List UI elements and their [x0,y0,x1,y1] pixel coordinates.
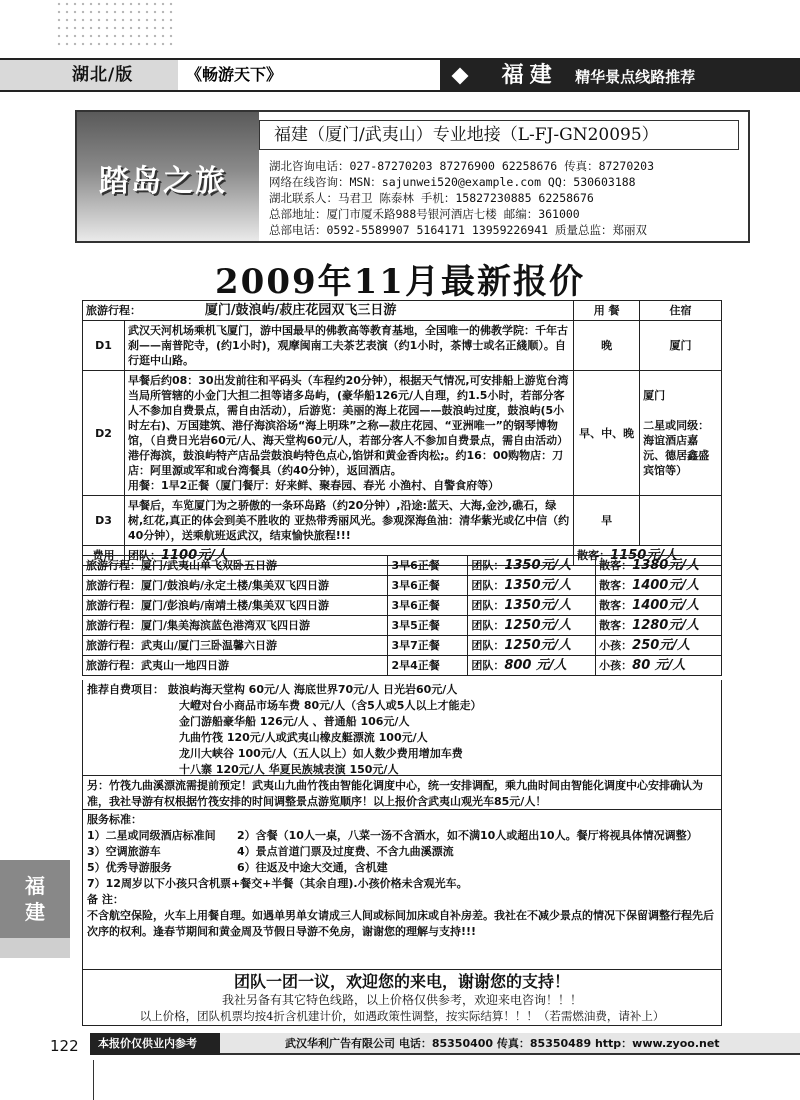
route-row [83,556,722,576]
day-label: D3 [83,496,125,546]
route-meals: 3早6正餐 [388,596,468,616]
route-name: 旅游行程：武夷山一地四日游 [83,656,388,676]
route-indiv [596,636,722,656]
route-group [468,556,596,576]
day-meal: 早 [574,496,640,546]
footer-contact: 武汉华利广告有限公司 电话：85350400 传真：85350489 http：www.zyoo.net [285,1037,720,1050]
routes-table [82,555,722,676]
route-indiv-label: 散客： [599,579,633,592]
route-indiv-label: 小孩： [599,639,633,652]
remark-title: 备 注： [87,893,124,906]
column-title: 《畅游天下》 [186,65,283,84]
indiv-label: 散客： [577,549,611,562]
footer-disclaimer: 本报价仅供业内参考 [90,1033,220,1055]
route-group [468,636,596,656]
decorative-dot-pattern [55,0,175,48]
booking-note: 另：竹筏九曲溪漂流需提前预定！武夷山九曲竹筏由智能化调度中心，统一安排调配，乘九曲时间由智能化调度中心安排确认为准，我社导游有权根据竹筏安排的时间调整景点游览顺序！以上报价含武夷山观光车85元/人！ [82,776,722,810]
service-item: 4）景点首道门票及过度费、不含九曲溪漂流 [237,845,454,858]
route-indiv-price: 80 元/人 [632,658,686,673]
self-pay-item: 十八寨 120元/人 华夏民族城表演 150元/人 [179,763,399,776]
route-group [468,576,596,596]
route-indiv [596,656,722,676]
route-meals: 2早4正餐 [388,656,468,676]
route-group-label: 团队： [471,599,505,612]
region-subtitle: 精华景点线路推荐 [575,68,696,86]
service-section [82,810,722,970]
route-row [83,656,722,676]
route-group-price: 1250元/人 [504,618,572,633]
itinerary-table [82,300,722,566]
indiv-price: 1150元/人 [610,548,678,563]
itinerary-name: 厦门/鼓浪屿/菽庄花园双飞三日游 [204,303,397,318]
side-region-tab [0,860,70,938]
route-indiv-label: 散客： [599,559,633,572]
meal-header: 用 餐 [574,301,640,321]
route-meals: 3早7正餐 [388,636,468,656]
day-row [83,371,722,496]
route-indiv-price: 250元/人 [632,638,691,653]
page-number: 122 [50,1037,79,1055]
side-tab-decoration [0,938,70,958]
self-pay-item: 九曲竹筏 120元/人或武夷山橡皮艇漂流 100元/人 [179,731,428,744]
service-row [87,860,717,876]
day-hotel: 厦门 [640,321,722,371]
route-meals: 3早6正餐 [388,556,468,576]
route-group-price: 1350元/人 [504,578,572,593]
route-indiv-price: 1400元/人 [632,578,700,593]
day-desc: 早餐后约08：30出发前往和平码头（车程约20分钟），根据天气情况,可安排船上游览台湾当局所管辖的小金门大担二担等诸多岛屿，(豪华船126元/人自理，约1.5小时，若部分客人不参加自费景点，需自由活动），后游览：美丽的海上花园——鼓浪屿过度，鼓浪屿(5小时左右)、万国建筑、港仔海滨浴场“海上明珠”之称—菽庄花园、“亚洲唯一”的钢琴博物馆，（自费日光岩60元/人、海天堂构60元/人，若部分客人不参加自费景点，需自由活动）港仔海滨，鼓浪屿特产店品尝鼓浪屿特色点心,馅饼和黄金香肉松;。约16：00购物店：刀店：阿里源或军和或台湾餐具（约40分钟），返回酒店。 用餐：1早2正餐（厦门餐厅：好来鲜、聚春园、春光 小渔村、自警食府等） [124,371,573,496]
route-group-label: 团队： [471,559,505,572]
contact-line: 网络在线咨询：MSN：sajunwei520@example.com QQ：530603188 [269,175,636,189]
footer-divider [93,1060,94,1100]
route-name: 旅游行程：厦门/彭浪屿/南靖土楼/集美双飞四日游 [83,596,388,616]
side-region-label: 福建 [25,874,45,924]
route-indiv-price: 1280元/人 [632,618,700,633]
day-row [83,321,722,371]
day-row [83,496,722,546]
route-group-price: 1350元/人 [504,558,572,573]
self-pay-item: 大嶝对台小商品市场车费 80元/人（含5人或5人以上才能走） [179,699,482,712]
remark-text: 不含航空保险，火车上用餐自理。如遇单男单女请成三人间或标间加床或自补房差。我社在不减少景点的情况下保留调整行程先后次序的权利。逢春节期间和黄金周及节假日导游不免房，谢谢您的理解与支持!!! [87,909,714,938]
route-name: 旅游行程：武夷山/厦门三卧温馨六日游 [83,636,388,656]
group-label: 团队： [127,549,161,562]
day-hotel [640,496,722,546]
self-pay-section [82,680,722,776]
service-title: 服务标准： [87,813,142,826]
route-group-label: 团队： [471,639,505,652]
route-row [83,616,722,636]
route-group-label: 团队： [471,579,505,592]
route-meals: 3早6正餐 [388,576,468,596]
route-group-label: 团队： [471,659,505,672]
closing-section [82,970,722,1026]
diamond-icon [452,68,469,85]
self-pay-label: 推荐自费项目： [87,683,164,696]
contact-line: 湖北咨询电话：027-87270203 87276900 62258676 传真：87270203 [269,159,655,173]
route-row [83,636,722,656]
page-title: 2009年11月最新报价 [215,262,585,302]
route-indiv-price: 1380元/人 [632,558,700,573]
contact-line: 湖北联系人：马君卫 陈泰林 手机：15827230885 62258676 [269,191,594,205]
day-meal: 早、中、晚 [574,371,640,496]
route-indiv-label: 散客： [599,599,633,612]
route-group [468,616,596,636]
service-item: 1）二星或同级酒店标准间 [87,829,216,842]
route-meals: 3早5正餐 [388,616,468,636]
company-name: 福建（厦门/武夷山）专业地接（L-FJ-GN20095） [259,120,739,150]
route-group-price: 800 元/人 [504,658,567,673]
service-item: 6）往返及中途大交通，含机建 [237,861,388,874]
route-name: 旅游行程：厦门/武夷山单飞双卧五日游 [83,556,388,576]
route-name: 旅游行程：厦门/鼓浪屿/永定土楼/集美双飞四日游 [83,576,388,596]
service-item: 7）12周岁以下小孩只含机票+餐交+半餐（其余自理).小孩价格未含观光车。 [87,877,468,890]
self-pay-item: 龙川大峡谷 100元/人（五人以上）如人数少费用增加车费 [179,747,463,760]
self-pay-item: 鼓浪屿海天堂构 60元/人 海底世界70元/人 日光岩60元/人 [167,683,458,696]
route-indiv [596,576,722,596]
agency-logo [77,112,259,241]
service-row [87,844,717,860]
fee-label: 费用 [83,546,125,566]
route-indiv-label: 小孩： [599,659,633,672]
route-group [468,656,596,676]
region-banner [440,60,800,90]
top-banner [0,58,800,92]
contact-line: 总部电话：0592-5589907 5164171 13959226941 质量总监：郑丽双 [269,223,647,237]
service-item: 2）含餐（10人一桌，八菜一汤不含酒水，如不满10人或超出10人。餐厅将视具体情况调整） [237,829,698,842]
route-indiv-label: 散客： [599,619,633,632]
service-item: 3）空调旅游车 [87,845,161,858]
edition-label: 湖北/版 [0,60,178,90]
route-indiv [596,556,722,576]
logo-text: 踏岛之旅 [99,164,227,199]
route-group-price: 1350元/人 [504,598,572,613]
hotel-header: 住宿 [640,301,722,321]
route-name: 旅游行程：厦门/集美海滨蓝色港湾双飞四日游 [83,616,388,636]
closing-line: 我社另备有其它特色线路，以上价格仅供参考，欢迎来电咨询！！！ [221,993,582,1007]
day-desc: 早餐后，车览厦门为之骄傲的一条环岛路（约20分钟）,沿途:蓝天、大海,金沙,礁石，绿树,红花,真正的体会到美不胜收的 亚热带秀丽风光。参观深海鱼油：清华紫光或亿中信（约40分钟），送乘航班返武汉，结束愉快旅程!!! [124,496,573,546]
day-meal: 晚 [574,321,640,371]
route-group-label: 团队： [471,619,505,632]
route-indiv-price: 1400元/人 [632,598,700,613]
itinerary-name-cell [83,301,574,321]
self-pay-item: 金门游船豪华船 126元/人 、普通船 106元/人 [179,715,410,728]
closing-line: 以上价格，团队机票均按4折含机建计价，如遇政策性调整，按实际结算！！！（若需燃油费，请补上） [139,1009,665,1023]
day-desc: 武汉天河机场乘机飞厦门，游中国最早的佛教高等教育基地，全国唯一的佛教学院：千年古刹——南普陀寺，(约1小时)，观摩闽南工夫茶艺表演（约1小时，茶博士或名正綫顺）。自行逛中山路。 [124,321,573,371]
day-hotel: 厦门 二星或同级：海谊酒店嘉沅、德居鑫盛宾馆等） [640,371,722,496]
page-footer [90,1033,800,1055]
service-row [87,828,717,844]
region-name: 福建 [501,62,558,88]
group-price: 1100元/人 [160,548,228,563]
itinerary-label: 旅游行程： [86,304,141,317]
closing-slogan: 团队一团一议，欢迎您的来电，谢谢您的支持！ [233,972,570,991]
route-indiv [596,596,722,616]
route-group-price: 1250元/人 [504,638,572,653]
route-row [83,596,722,616]
day-label: D1 [83,321,125,371]
day-label: D2 [83,371,125,496]
route-indiv [596,616,722,636]
route-group [468,596,596,616]
service-item: 5）优秀导游服务 [87,861,172,874]
agency-header [75,110,750,243]
contact-line: 总部地址：厦门市厦禾路988号银河酒店七楼 邮编：361000 [269,207,580,221]
route-row [83,576,722,596]
itinerary-header-row [83,301,722,321]
